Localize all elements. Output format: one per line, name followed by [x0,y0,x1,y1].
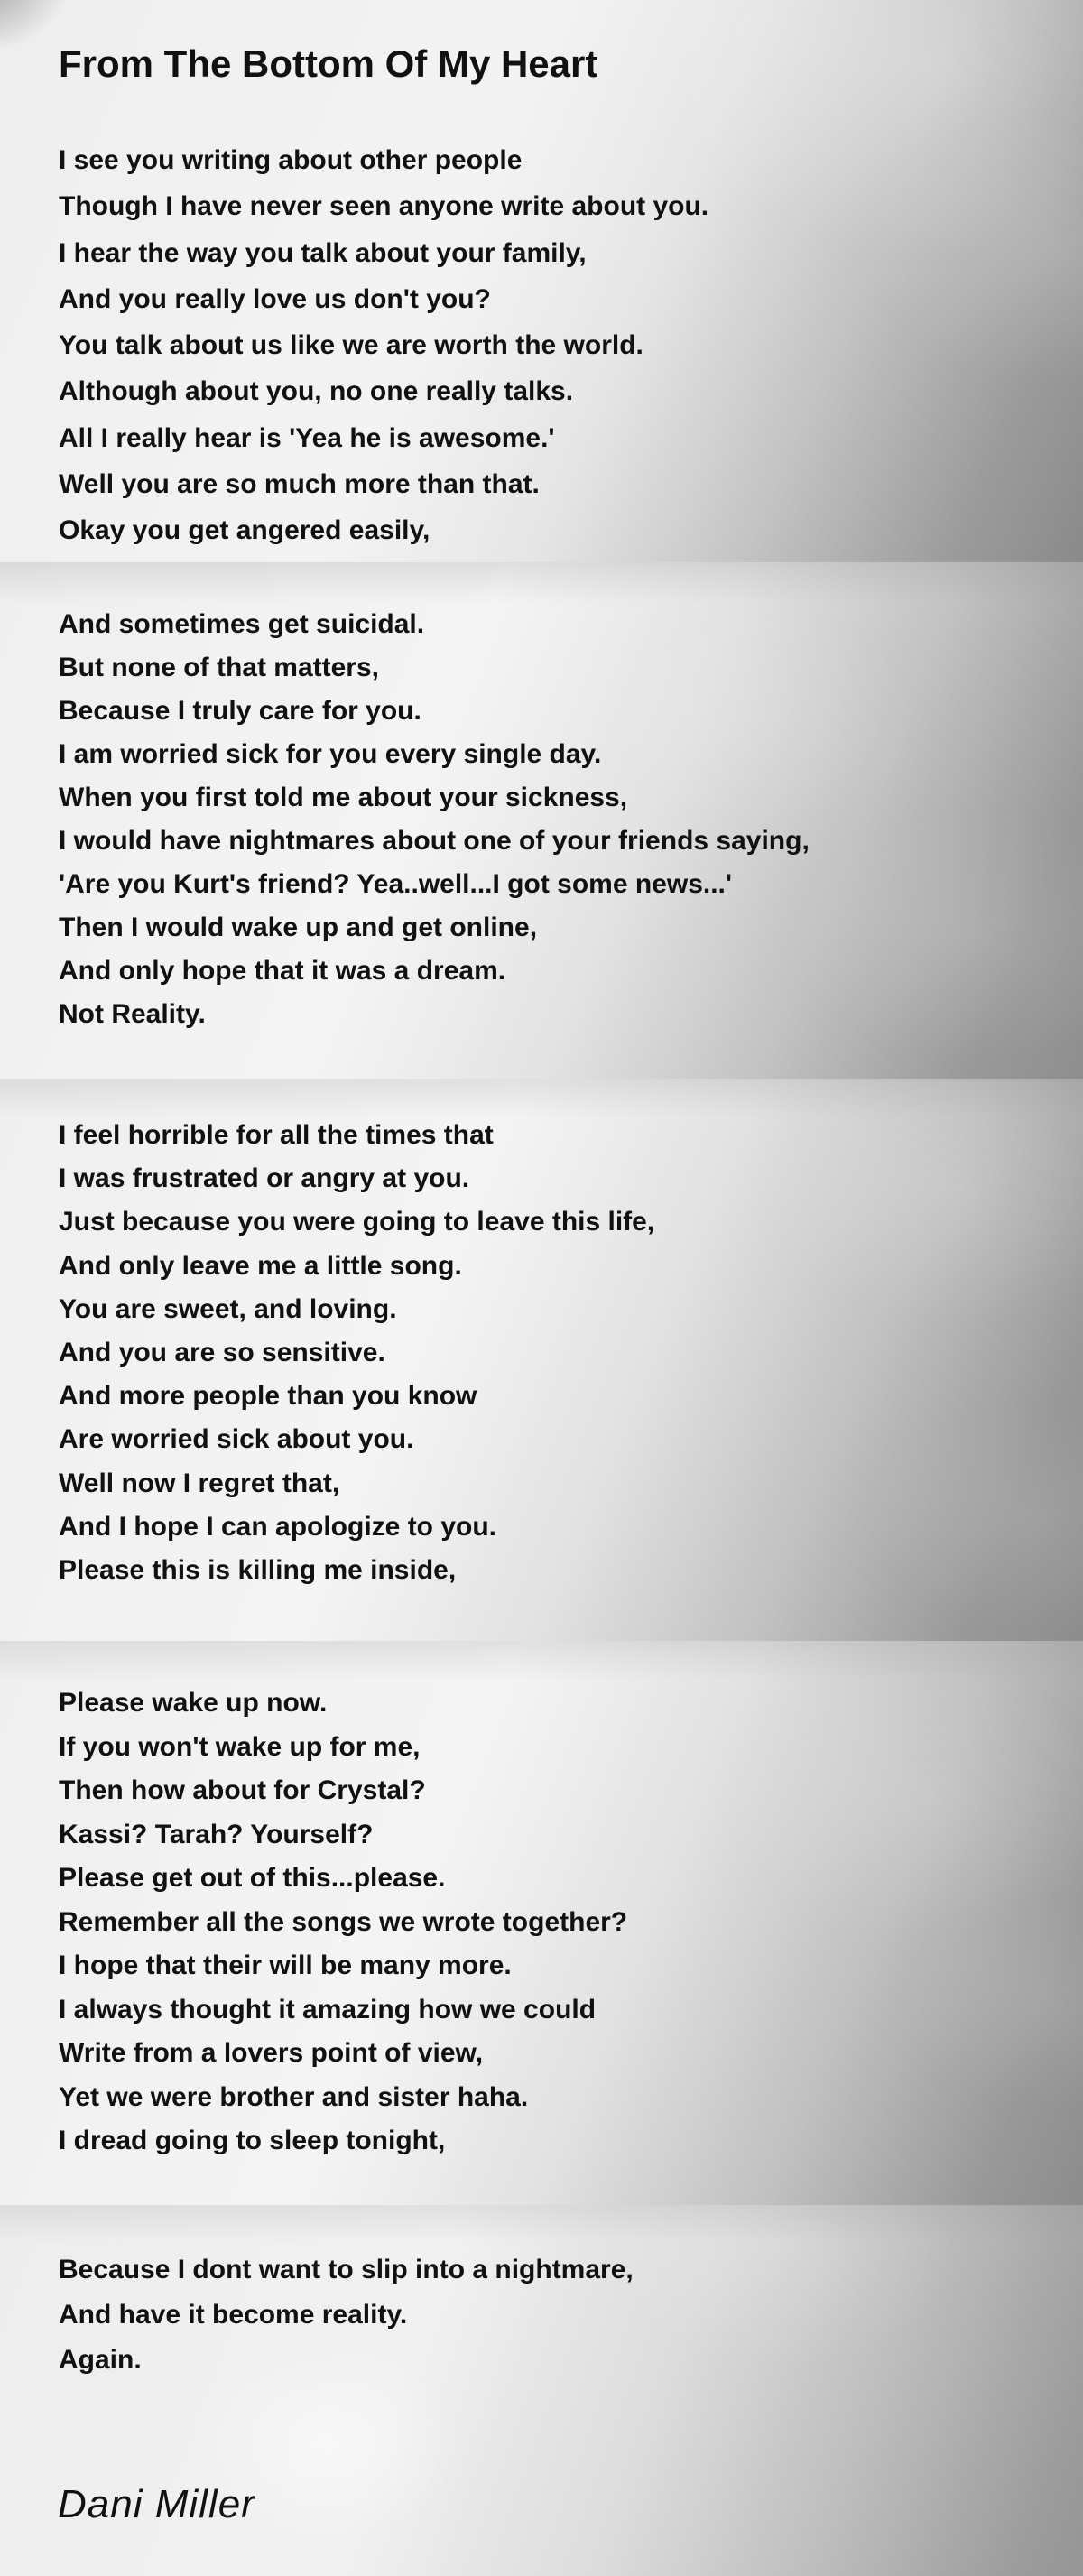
poem-line: And I hope I can apologize to you. [59,1511,497,1542]
poem-line: All I really hear is 'Yea he is awesome.' [59,422,555,453]
poem-line: Please this is killing me inside, [59,1555,457,1586]
background-slice-2 [0,562,1083,1079]
poem-line: Well now I regret that, [59,1468,340,1498]
background-slice-3 [0,1079,1083,1641]
poem-line: I am worried sick for you every single day. [59,739,602,769]
poem-line: Though I have never seen anyone write about you. [59,191,709,222]
poem-line: You talk about us like we are worth the world. [59,330,643,361]
background-slice-4 [0,1641,1083,2205]
stanza-3 [59,1114,654,1592]
stanza-5 [59,2247,634,2383]
author-signature: Dani Miller [58,2482,255,2526]
poem-line: Kassi? Tarah? Yourself? [59,1819,374,1849]
poem-line: I was frustrated or angry at you. [59,1163,470,1194]
poem-line: I always thought it amazing how we could [59,1994,597,2025]
stanza-1 [59,137,708,554]
poem-line: I see you writing about other people [59,145,523,175]
poem-line: When you first told me about your sickness, [59,783,628,812]
poem-line: Please wake up now. [59,1688,328,1718]
poem-line: Just because you were going to leave this life, [59,1207,655,1237]
stanza-2 [59,603,810,1036]
poem-line: And you really love us don't you? [59,283,491,314]
poem-line: I would have nightmares about one of your friends saying, [59,826,810,856]
poem-line: And only leave me a little song. [59,1250,462,1281]
poem-line: Write from a lovers point of view, [59,2038,484,2068]
poem-line: Again. [59,2345,142,2375]
poem-line: Not Reality. [59,999,206,1029]
poem-line: If you won't wake up for me, [59,1731,421,1762]
poem-line: Although about you, no one really talks. [59,376,574,407]
poem-line: Because I dont want to slip into a nightmare, [59,2255,634,2284]
poem-line: I feel horrible for all the times that [59,1120,494,1150]
poem-line: Then I would wake up and get online, [59,913,538,942]
background-slice-5 [0,2205,1083,2576]
poem-line: But none of that matters, [59,653,380,682]
poem-line: Well you are so much more than that. [59,469,540,500]
poem-line: 'Are you Kurt's friend? Yea..well...I got some news...' [59,869,733,899]
poem-title: From The Bottom Of My Heart [59,42,598,85]
poem-line: I dread going to sleep tonight, [59,2126,446,2155]
poem-line: I hope that their will be many more. [59,1951,512,1980]
poem-line: And sometimes get suicidal. [59,609,425,639]
poem-line: Okay you get angered easily, [59,515,430,546]
poem-line: Then how about for Crystal? [59,1775,426,1805]
poem-line: You are sweet, and loving. [59,1293,397,1324]
stanza-4 [59,1682,627,2164]
poem-line: Because I truly care for you. [59,696,421,726]
poem-line: I hear the way you talk about your family, [59,237,587,268]
poem-line: And you are so sensitive. [59,1338,385,1368]
poem-line: Are worried sick about you. [59,1424,414,1455]
poem-line: And more people than you know [59,1381,477,1412]
poem-line: And only hope that it was a dream. [59,956,506,986]
poem-line: Remember all the songs we wrote together? [59,1906,628,1937]
poem-line: Please get out of this...please. [59,1863,446,1893]
poem-line: And have it become reality. [59,2300,408,2330]
background-slice-1 [0,0,1083,562]
poem-line: Yet we were brother and sister haha. [59,2081,529,2112]
